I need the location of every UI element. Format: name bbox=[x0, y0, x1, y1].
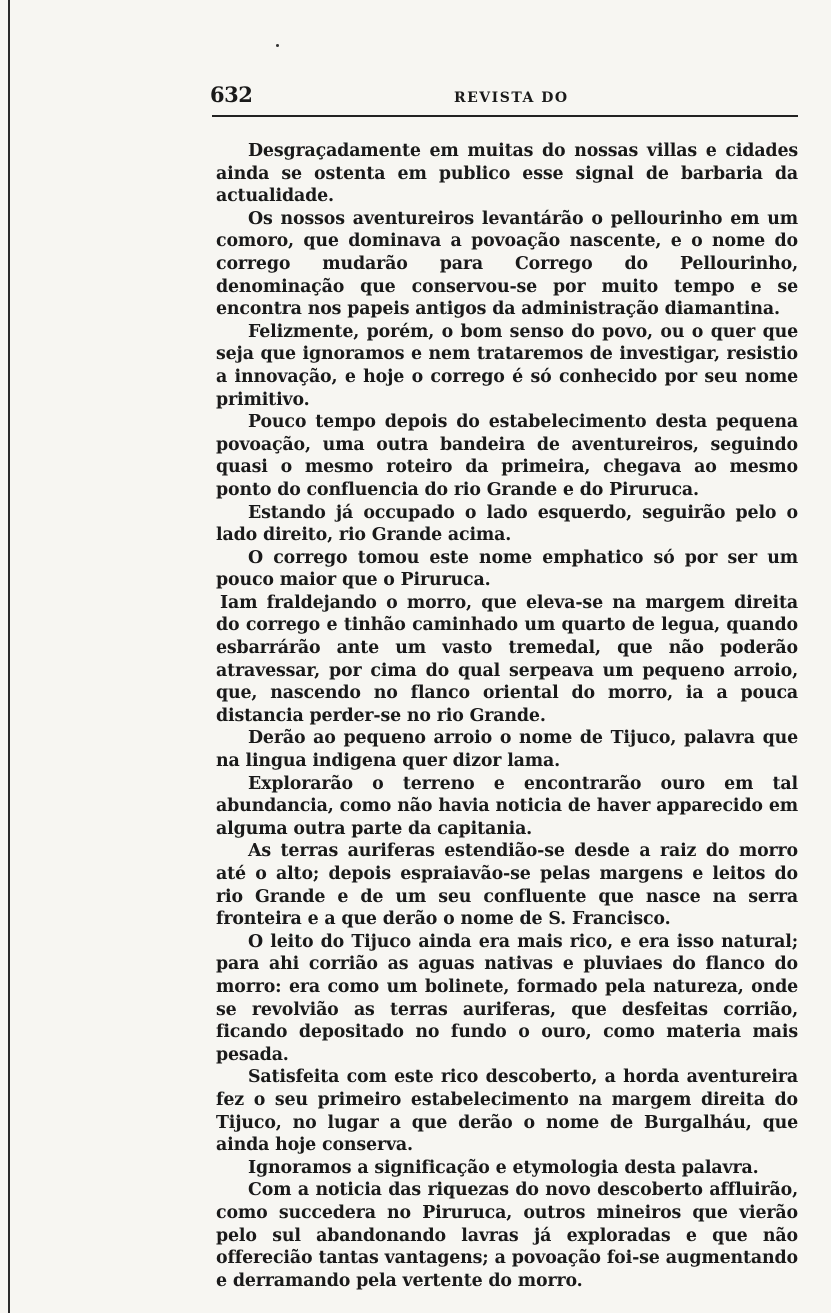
paragraph: Desgraçadamente em muitas do nossas villas e cidades ainda se ostenta em publico esse signal de barbaria da actualidade. bbox=[216, 141, 798, 207]
page-header bbox=[210, 82, 798, 108]
paragraph: Estando já occupado o lado esquerdo, seguirão pelo o lado direito, rio Grande acima. bbox=[216, 502, 798, 546]
paragraph: Felizmente, porém, o bom senso do povo, ou o quer que seja que ignoramos e nem trataremos de investigar, resistio a innovação, e hoje o corrego é só conhecido por seu nome primitivo. bbox=[216, 321, 798, 410]
print-speck bbox=[276, 44, 279, 47]
paragraph: As terras auriferas estendião-se desde a raiz do morro até o alto; depois espraiavão-se pelas margens e leitos do rio Grande e de um seu confluente que nasce na serra fronteira e a que derão o nome de S. Francisco. bbox=[216, 841, 798, 930]
paragraph: Os nossos aventureiros levantárão o pellourinho em um comoro, que dominava a povoação nascente, e o nome do corrego mudarão para Corrego do Pellourinho, denominação que conservou-se por muito tempo e se encontra nos papeis antigos da administração diamantina. bbox=[216, 208, 798, 320]
page-number: 632 bbox=[210, 82, 253, 107]
paragraph: Com a noticia das riquezas do novo descoberto affluirão, como succedera no Piruruca, outros mineiros que vierão pelo sul abandonando lavras já exploradas e que não offerecião tantas vantagens; a povoação foi-se augmentando e derramando pela vertente do morro. bbox=[216, 1180, 798, 1291]
paragraph: O corrego tomou este nome emphatico só por ser um pouco maior que o Piruruca. bbox=[216, 547, 798, 591]
paragraph: Ignoramos a significação e etymologia desta palavra. bbox=[248, 1157, 759, 1178]
paragraph: Iam fraldejando o morro, que eleva-se na margem direita do corrego e tinhão caminhado um quarto de legua, quando esbarrárão ante um vasto tremedal, que não poderão atravessar, por cima do qual serpeava um pequeno arroio, que, nascendo no flanco oriental do morro, ia a pouca distancia perder-se no rio Grande. bbox=[216, 592, 798, 726]
header-rule bbox=[212, 115, 798, 117]
paragraph: Satisfeita com este rico descoberto, a horda aventureira fez o seu primeiro estabelecimento na margem direita do Tijuco, no lugar a que derão o nome de Burgalháu, que ainda hoje conserva. bbox=[216, 1067, 798, 1156]
page-margin-line bbox=[8, 0, 10, 1313]
paragraph: Pouco tempo depois do estabelecimento desta pequena povoação, uma outra bandeira de aventureiros, seguindo quasi o mesmo roteiro da primeira, chegava ao mesmo ponto do confluencia do rio Grande e do Piruruca. bbox=[216, 412, 798, 500]
paragraph: Derão ao pequeno arroio o nome de Tijuco, palavra que na lingua indigena quer dizor lama. bbox=[216, 728, 798, 772]
paragraph: Explorarão o terreno e encontrarão ouro em tal abundancia, como não havia noticia de haver apparecido em alguma outra parte da capitania. bbox=[216, 773, 798, 839]
paragraph: O leito do Tijuco ainda era mais rico, e era isso natural; para ahi corrião as aguas nativas e pluviaes do flanco do morro: era como um bolinete, formado pela natureza, onde se revolvião as terras auriferas, que desfeitas corrião, ficando depositado no fundo o ouro, como materia mais pesada. bbox=[216, 931, 798, 1065]
body-text bbox=[216, 140, 798, 1292]
running-head: REVISTA DO bbox=[454, 90, 569, 106]
